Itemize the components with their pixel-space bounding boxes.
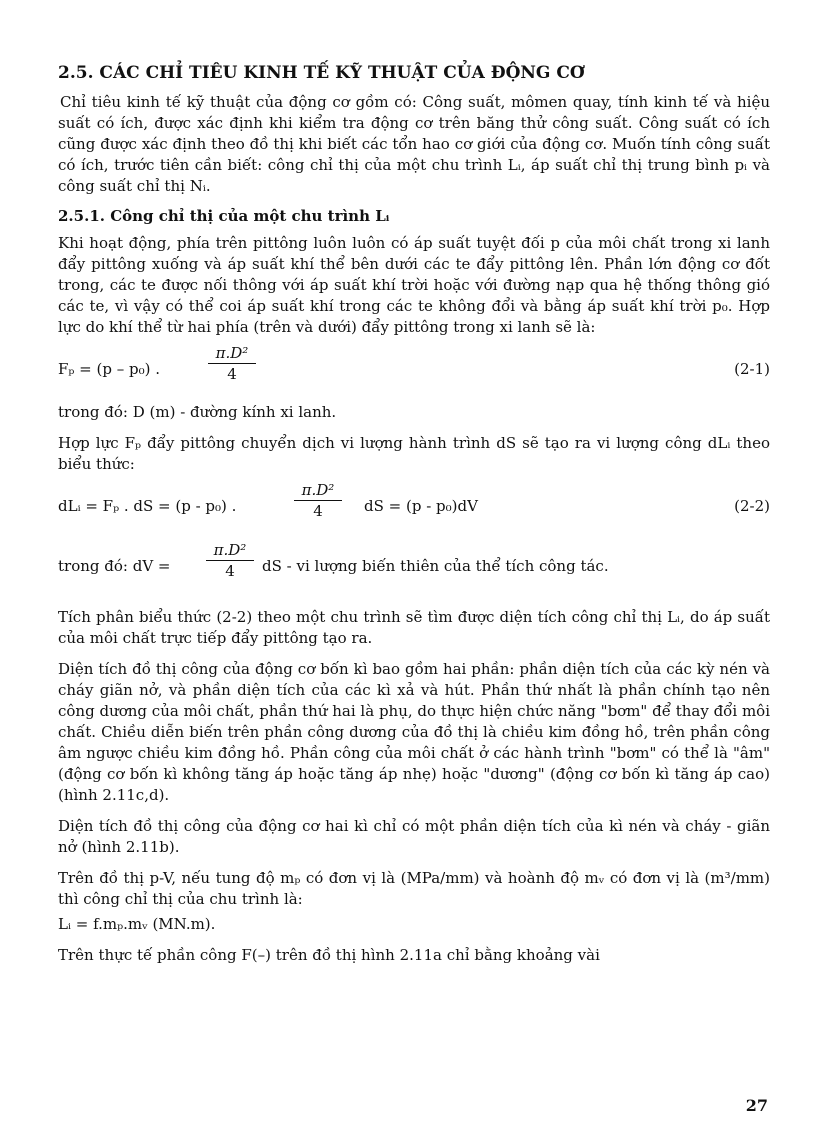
fraction-numerator: π.D²: [208, 344, 256, 364]
equation-lhs: Fₚ = (p – p₀) .: [58, 360, 161, 378]
equation-fraction: [206, 541, 254, 580]
equation-dv: [58, 541, 770, 595]
equation-li: Lᵢ = f.mₚ.mᵥ (MN.m).: [58, 915, 216, 933]
equation-label: (2-1): [734, 360, 770, 378]
paragraph-two-stroke: Diện tích đồ thị công của động cơ hai kì chỉ có một phần diện tích của kì nén và cháy - giãn nở (hình 2.11b).: [58, 817, 770, 856]
equation-lhs: dLᵢ = Fₚ . dS = (p - p₀) .: [58, 497, 237, 515]
paragraph-integral: Tích phân biểu thức (2-2) theo một chu trình sẽ tìm được diện tích công chỉ thị Lᵢ, do áp suất của môi chất trực tiếp đẩy pittông tạo ra.: [58, 608, 770, 647]
equation-2-2: [58, 481, 770, 535]
equation-lhs: trong đó: dV =: [58, 557, 171, 575]
paragraph-negative-work: Trên thực tế phần công F(–) trên đồ thị hình 2.11a chỉ bằng khoảng vài: [58, 946, 600, 964]
fraction-denominator: 4: [313, 502, 323, 520]
fraction-numerator: π.D²: [294, 481, 342, 501]
equation-fraction: [294, 481, 342, 520]
paragraph-where-d: trong đó: D (m) - đường kính xi lanh.: [58, 403, 337, 421]
fraction-denominator: 4: [225, 562, 235, 580]
paragraph-four-stroke: Diện tích đồ thị công của động cơ bốn kì bao gồm hai phần: phần diện tích của các kỳ nén và cháy giãn nở, và phần diện tích của các kì xả và hút. Phần thứ nhất là phần chính tạo nên công dương của môi chất, phần thứ hai là phụ, do thực hiện chức năng "bơm" để thay đổi môi chất. Chiều diễn biến trên phần công dương của đồ thị là chiều kim đồng hồ, trên phần công âm ngược chiều kim đồng hồ. Phần công của môi chất ở các hành trình "bơm" có thể là "âm" (động cơ bốn kì không tăng áp hoặc tăng áp nhẹ) hoặc "dương" (động cơ bốn kì tăng áp cao) (hình 2.11c,d).: [58, 660, 770, 804]
paragraph-pv-diagram: Trên đồ thị p-V, nếu tung độ mₚ có đơn vị là (MPa/mm) và hoành độ mᵥ có đơn vị là (m³/mm) thì công chỉ thị của chu trình là:: [58, 869, 770, 908]
equation-rhs: dS - vi lượng biến thiên của thể tích công tác.: [262, 557, 609, 575]
paragraph-piston-pressure: Khi hoạt động, phía trên pittông luôn luôn có áp suất tuyệt đối p của môi chất trong xi lanh đẩy pittông xuống và áp suất khí thể bên dưới các te đẩy pittông lên. Phần lớn động cơ đốt trong, các te được nối thông với áp suất khí trời hoặc với đường nạp qua hệ thống thông gió các te, vì vậy có thể coi áp suất khí trong các te không đổi và bằng áp suất khí trời p₀. Hợp lực do khí thể từ hai phía (trên và dưới) đẩy pittông trong xi lanh sẽ là:: [58, 234, 770, 336]
equation-fraction: [208, 344, 256, 383]
equation-2-1: [58, 344, 770, 398]
fraction-numerator: π.D²: [206, 541, 254, 561]
section-heading: 2.5. CÁC CHỈ TIÊU KINH TẾ KỸ THUẬT CỦA ĐỘNG CƠ: [58, 63, 585, 83]
page-number: 27: [745, 1096, 768, 1115]
paragraph-intro: Chỉ tiêu kinh tế kỹ thuật của động cơ gồm có: Công suất, mômen quay, tính kinh tế và hiệu suất có ích, được xác định khi kiểm tra động cơ trên băng thử công suất. Công suất có ích cũng được xác định theo đồ thị khi biết các tổn hao cơ giới của động cơ. Muốn tính công suất có ích, trước tiên cần biết: công chỉ thị của một chu trình Lᵢ, áp suất chỉ thị trung bình pᵢ và công suất chỉ thị Nᵢ.: [58, 93, 770, 195]
equation-label: (2-2): [734, 497, 770, 515]
document-page: [58, 62, 770, 968]
equation-rhs: dS = (p - p₀)dV: [364, 497, 478, 515]
subsection-heading: 2.5.1. Công chỉ thị của một chu trình Lᵢ: [58, 207, 390, 225]
paragraph-resultant-force: Hợp lực Fₚ đẩy pittông chuyển dịch vi lượng hành trình dS sẽ tạo ra vi lượng công dLᵢ theo biểu thức:: [58, 434, 770, 473]
fraction-denominator: 4: [227, 365, 237, 383]
